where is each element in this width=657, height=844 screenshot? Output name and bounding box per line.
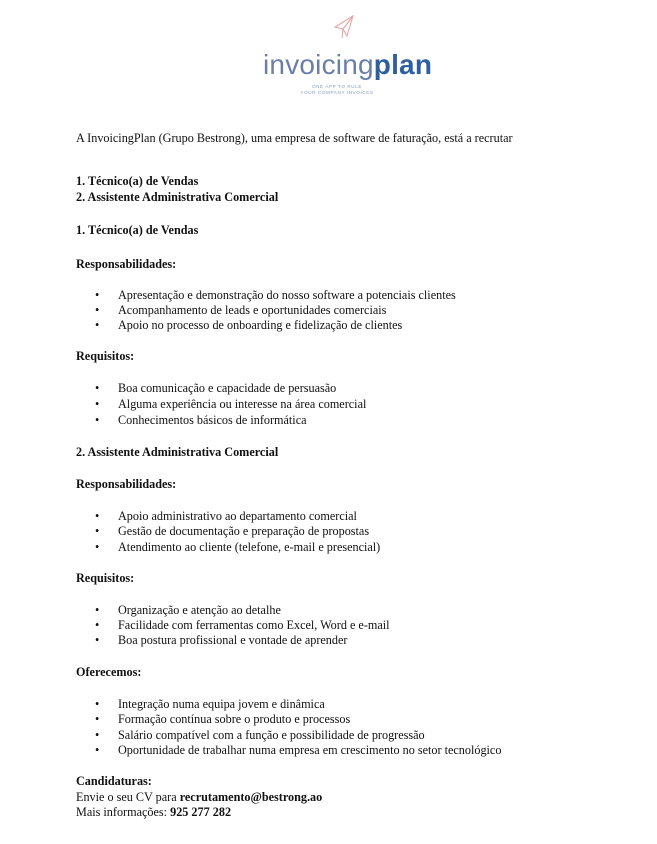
list-item: Oportunidade de trabalhar numa empresa em crescimento no setor tecnológico bbox=[118, 743, 502, 757]
list-item: Acompanhamento de leads e oportunidades comerciais bbox=[118, 303, 387, 317]
job1-resp-heading: Responsabilidades: bbox=[76, 257, 177, 271]
list-item: Atendimento ao cliente (telefone, e-mail e presencial) bbox=[118, 540, 381, 554]
bullet-glyph: • bbox=[95, 288, 100, 302]
list-item: Facilidade com ferramentas como Excel, Word e e-mail bbox=[118, 618, 390, 632]
bullet-glyph: • bbox=[95, 413, 100, 427]
apply-cv-prefix: Envie o seu CV para bbox=[76, 790, 180, 804]
apply-phone: 925 277 282 bbox=[170, 805, 232, 819]
logo-wordmark bbox=[263, 50, 432, 80]
bullet-glyph: • bbox=[95, 697, 100, 711]
bullet-glyph: • bbox=[95, 618, 100, 632]
list-item: Gestão de documentação e preparação de propostas bbox=[118, 524, 370, 538]
job1-req-heading: Requisitos: bbox=[76, 349, 135, 363]
job2-title: 2. Assistente Administrativa Comercial bbox=[76, 445, 279, 459]
logo-word-light: invoicing bbox=[263, 49, 374, 80]
paper-plane-icon bbox=[333, 14, 355, 42]
job1-title: 1. Técnico(a) de Vendas bbox=[76, 223, 199, 237]
bullet-glyph: • bbox=[95, 524, 100, 538]
bullet-glyph: • bbox=[95, 397, 100, 411]
intro-text: A InvoicingPlan (Grupo Bestrong), uma empresa de software de faturação, está a recrutar bbox=[76, 131, 513, 145]
list-item: Apoio no processo de onboarding e fidelização de clientes bbox=[118, 318, 403, 332]
bullet-glyph: • bbox=[95, 318, 100, 332]
apply-email-link[interactable]: recrutamento@bestrong.ao bbox=[179, 790, 323, 804]
bullet-glyph: • bbox=[95, 728, 100, 742]
list-item: Apresentação e demonstração do nosso software a potenciais clientes bbox=[118, 288, 456, 302]
bullet-glyph: • bbox=[95, 540, 100, 554]
apply-cv-line bbox=[76, 790, 322, 805]
job2-req-heading: Requisitos: bbox=[76, 571, 135, 585]
list-item: Integração numa equipa jovem e dinâmica bbox=[118, 697, 325, 711]
apply-heading: Candidaturas: bbox=[76, 774, 152, 788]
job2-resp-heading: Responsabilidades: bbox=[76, 477, 177, 491]
apply-info-line bbox=[76, 805, 231, 820]
bullet-glyph: • bbox=[95, 743, 100, 757]
bullet-glyph: • bbox=[95, 509, 100, 523]
bullet-glyph: • bbox=[95, 603, 100, 617]
logo-tagline-line-1: ONE APP TO RULE bbox=[311, 84, 363, 89]
list-item: Formação contínua sobre o produto e processos bbox=[118, 712, 351, 726]
list-item: Boa comunicação e capacidade de persuasão bbox=[118, 381, 337, 395]
bullet-glyph: • bbox=[95, 303, 100, 317]
position-item-2: 2. Assistente Administrativa Comercial bbox=[76, 190, 279, 204]
offer-heading: Oferecemos: bbox=[76, 665, 142, 679]
list-item: Boa postura profissional e vontade de aprender bbox=[118, 633, 348, 647]
bullet-glyph: • bbox=[95, 633, 100, 647]
list-item: Apoio administrativo ao departamento comercial bbox=[118, 509, 357, 523]
list-item: Conhecimentos básicos de informática bbox=[118, 413, 307, 427]
list-item: Alguma experiência ou interesse na área comercial bbox=[118, 397, 367, 411]
bullet-glyph: • bbox=[95, 712, 100, 726]
apply-info-prefix: Mais informações: bbox=[76, 805, 171, 819]
bullet-glyph: • bbox=[95, 381, 100, 395]
list-item: Salário compatível com a função e possibilidade de progressão bbox=[118, 728, 425, 742]
logo-tagline bbox=[292, 84, 382, 96]
logo-word-bold: plan bbox=[373, 49, 433, 80]
position-item-1: 1. Técnico(a) de Vendas bbox=[76, 174, 199, 188]
list-item: Organização e atenção ao detalhe bbox=[118, 603, 281, 617]
logo-tagline-line-2: YOUR COMPANY INVOICES bbox=[300, 90, 374, 95]
